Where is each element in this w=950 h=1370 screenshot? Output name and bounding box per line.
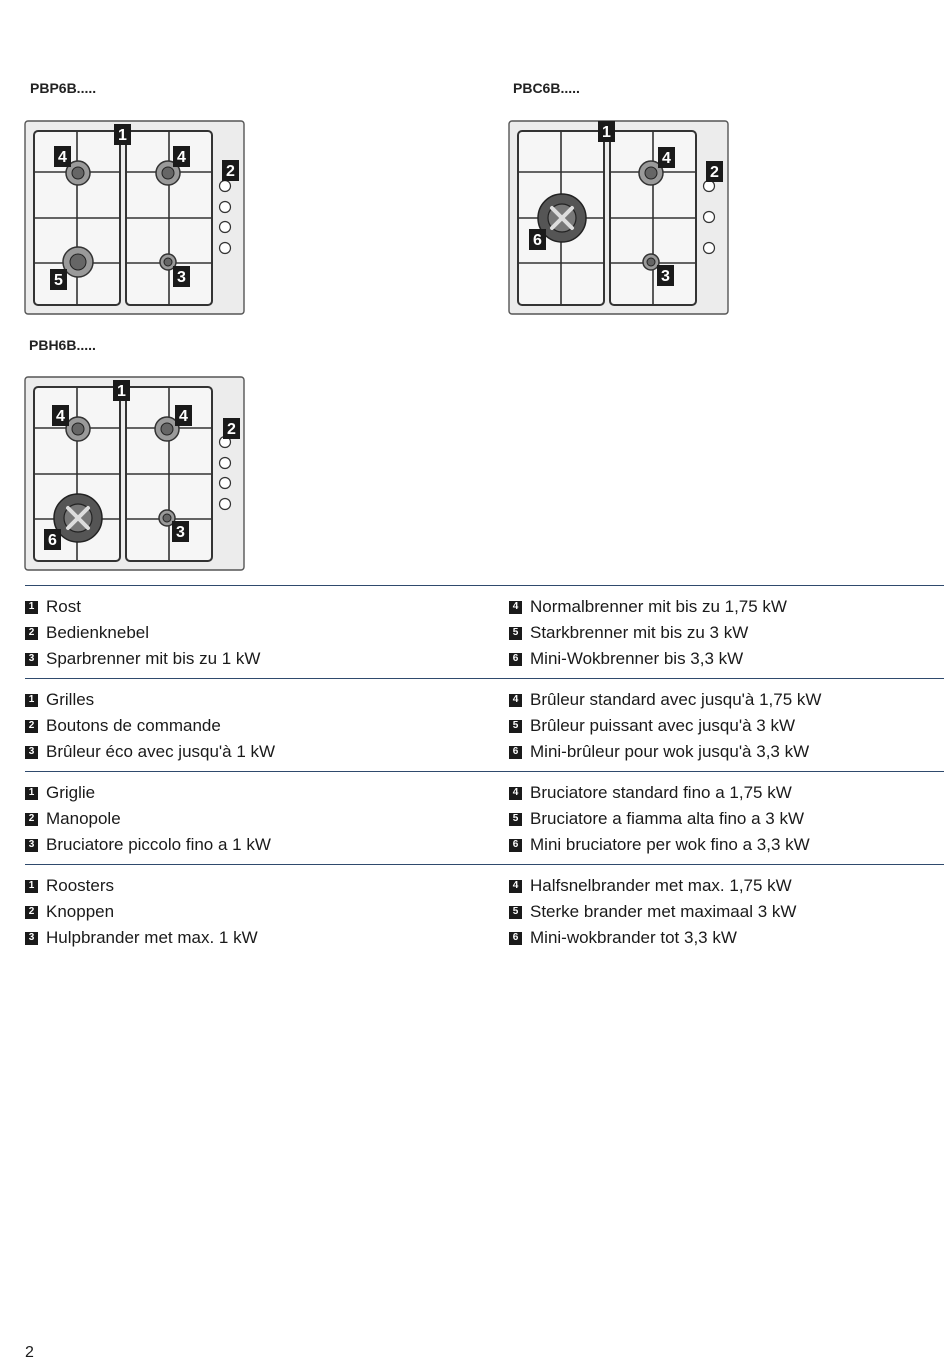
legend-badge: 6 bbox=[509, 839, 522, 852]
legend-col-left bbox=[25, 687, 275, 765]
legend-badge: 4 bbox=[509, 880, 522, 893]
legend-item bbox=[509, 687, 821, 713]
legend-text: Mini-brûleur pour wok jusqu'à 3,3 kW bbox=[530, 742, 810, 761]
legend-text: Grilles bbox=[46, 690, 95, 709]
legend-badge: 2 bbox=[25, 906, 38, 919]
legend-item bbox=[25, 873, 258, 899]
legend-item bbox=[25, 832, 271, 858]
legend-item bbox=[25, 899, 258, 925]
legend-badge: 5 bbox=[509, 627, 522, 640]
callout-label: 6 bbox=[533, 232, 542, 249]
model-label-pbh6b: PBH6B..... bbox=[29, 337, 96, 353]
legend-text: Knoppen bbox=[46, 902, 115, 921]
legend-badge: 4 bbox=[509, 601, 522, 614]
callout-label: 1 bbox=[602, 124, 611, 141]
callout-grate bbox=[113, 380, 130, 401]
legend-text: Brûleur standard avec jusqu'à 1,75 kW bbox=[530, 690, 822, 709]
legend-item bbox=[509, 925, 796, 951]
callout-label: 4 bbox=[662, 150, 671, 167]
legend-item bbox=[509, 806, 810, 832]
callout-knobs bbox=[223, 418, 240, 439]
page-number: 2 bbox=[25, 1344, 34, 1361]
callout-label: 3 bbox=[661, 268, 670, 285]
callout-burner bbox=[44, 529, 61, 550]
legend-badge: 6 bbox=[509, 932, 522, 945]
legend-item bbox=[509, 899, 796, 925]
legend-badge: 2 bbox=[25, 813, 38, 826]
legend-text: Roosters bbox=[46, 876, 115, 895]
legend-badge: 4 bbox=[509, 787, 522, 800]
legend-section-nl bbox=[25, 864, 944, 947]
callout-grate bbox=[598, 121, 615, 142]
legend-item bbox=[509, 832, 810, 858]
legend-item bbox=[25, 713, 275, 739]
legend-text: Mini-wokbrander tot 3,3 kW bbox=[530, 928, 737, 947]
legend-badge: 3 bbox=[25, 746, 38, 759]
hob-diagram-pbh6b bbox=[24, 376, 246, 572]
legend-text: Bedienknebel bbox=[46, 623, 150, 642]
legend-item bbox=[509, 646, 787, 672]
legend-col-right bbox=[509, 873, 796, 951]
callout-label: 4 bbox=[58, 149, 67, 166]
legend-badge: 3 bbox=[25, 839, 38, 852]
legend-item bbox=[25, 594, 260, 620]
callout-knobs bbox=[222, 160, 239, 181]
callout-label: 3 bbox=[176, 524, 185, 541]
legend-badge: 1 bbox=[25, 880, 38, 893]
legend-section-it bbox=[25, 771, 944, 854]
callout-label: 2 bbox=[227, 421, 236, 438]
model-label-pbp6b: PBP6B..... bbox=[30, 80, 97, 96]
legend-text: Sterke brander met maximaal 3 kW bbox=[530, 902, 797, 921]
legend-text: Starkbrenner mit bis zu 3 kW bbox=[530, 623, 749, 642]
legend-text: Bruciatore standard fino a 1,75 kW bbox=[530, 783, 792, 802]
callout-burner bbox=[173, 266, 190, 287]
legend-item bbox=[25, 806, 271, 832]
callout-grate bbox=[114, 124, 131, 145]
callout-label: 2 bbox=[710, 164, 719, 181]
legend-text: Griglie bbox=[46, 783, 96, 802]
legend-badge: 6 bbox=[509, 746, 522, 759]
hob-diagram-pbc6b bbox=[508, 120, 730, 316]
legend-text: Mini bruciatore per wok fino a 3,3 kW bbox=[530, 835, 810, 854]
callout-label: 4 bbox=[179, 408, 188, 425]
legend-item bbox=[25, 925, 258, 951]
legend-badge: 3 bbox=[25, 653, 38, 666]
legend-item bbox=[25, 739, 275, 765]
legend-badge: 2 bbox=[25, 627, 38, 640]
legend-col-right bbox=[509, 687, 821, 765]
callout-label: 2 bbox=[226, 163, 235, 180]
legend-item bbox=[509, 713, 821, 739]
legend-text: Bruciatore piccolo fino a 1 kW bbox=[46, 835, 271, 854]
legend-item bbox=[509, 620, 787, 646]
legend-badge: 5 bbox=[509, 813, 522, 826]
legend-text: Brûleur puissant avec jusqu'à 3 kW bbox=[530, 716, 795, 735]
legend-col-left bbox=[25, 873, 258, 951]
callout-burner bbox=[657, 265, 674, 286]
legend-badge: 4 bbox=[509, 694, 522, 707]
callout-label: 4 bbox=[177, 149, 186, 166]
legend-badge: 1 bbox=[25, 694, 38, 707]
legend-section-fr bbox=[25, 678, 944, 761]
legend-text: Hulpbrander met max. 1 kW bbox=[46, 928, 258, 947]
callout-label: 5 bbox=[54, 272, 63, 289]
legend-item bbox=[25, 780, 271, 806]
legend-badge: 3 bbox=[25, 932, 38, 945]
legend-text: Brûleur éco avec jusqu'à 1 kW bbox=[46, 742, 276, 761]
callout-burner bbox=[175, 405, 192, 426]
callout-label: 1 bbox=[118, 127, 127, 144]
legend-badge: 1 bbox=[25, 787, 38, 800]
legend-badge: 1 bbox=[25, 601, 38, 614]
callout-burner bbox=[529, 229, 546, 250]
legend-text: Bruciatore a fiamma alta fino a 3 kW bbox=[530, 809, 805, 828]
callout-burner bbox=[172, 521, 189, 542]
legend-text: Mini-Wokbrenner bis 3,3 kW bbox=[530, 649, 744, 668]
legend-badge: 6 bbox=[509, 653, 522, 666]
legend-badge: 2 bbox=[25, 720, 38, 733]
legend-section-de bbox=[25, 585, 944, 668]
hob-diagram-pbp6b bbox=[24, 120, 246, 316]
legend-text: Manopole bbox=[46, 809, 121, 828]
legend-item bbox=[25, 620, 260, 646]
legend-text: Normalbrenner mit bis zu 1,75 kW bbox=[530, 597, 787, 616]
legend-col-left bbox=[25, 594, 260, 672]
legend-col-right bbox=[509, 780, 810, 858]
legend-col-right bbox=[509, 594, 787, 672]
callout-burner bbox=[173, 146, 190, 167]
legend-item bbox=[509, 739, 821, 765]
callout-label: 3 bbox=[177, 269, 186, 286]
callout-label: 6 bbox=[48, 532, 57, 549]
legend-badge: 5 bbox=[509, 906, 522, 919]
callout-label: 4 bbox=[56, 408, 65, 425]
callout-knobs bbox=[706, 161, 723, 182]
legend-item bbox=[509, 873, 796, 899]
legend-item bbox=[25, 687, 275, 713]
legend-col-left bbox=[25, 780, 271, 858]
legend-text: Rost bbox=[46, 597, 81, 616]
callout-label: 1 bbox=[117, 383, 126, 400]
callout-burner bbox=[50, 269, 67, 290]
legend-badge: 5 bbox=[509, 720, 522, 733]
model-label-pbc6b: PBC6B..... bbox=[513, 80, 580, 96]
callout-burner bbox=[658, 147, 675, 168]
legend-text: Sparbrenner mit bis zu 1 kW bbox=[46, 649, 261, 668]
legend-item bbox=[25, 646, 260, 672]
callout-burner bbox=[52, 405, 69, 426]
legend-text: Boutons de commande bbox=[46, 716, 221, 735]
legend-text: Halfsnelbrander met max. 1,75 kW bbox=[530, 876, 792, 895]
callout-burner bbox=[54, 146, 71, 167]
legend-item bbox=[509, 780, 810, 806]
legend-item bbox=[509, 594, 787, 620]
